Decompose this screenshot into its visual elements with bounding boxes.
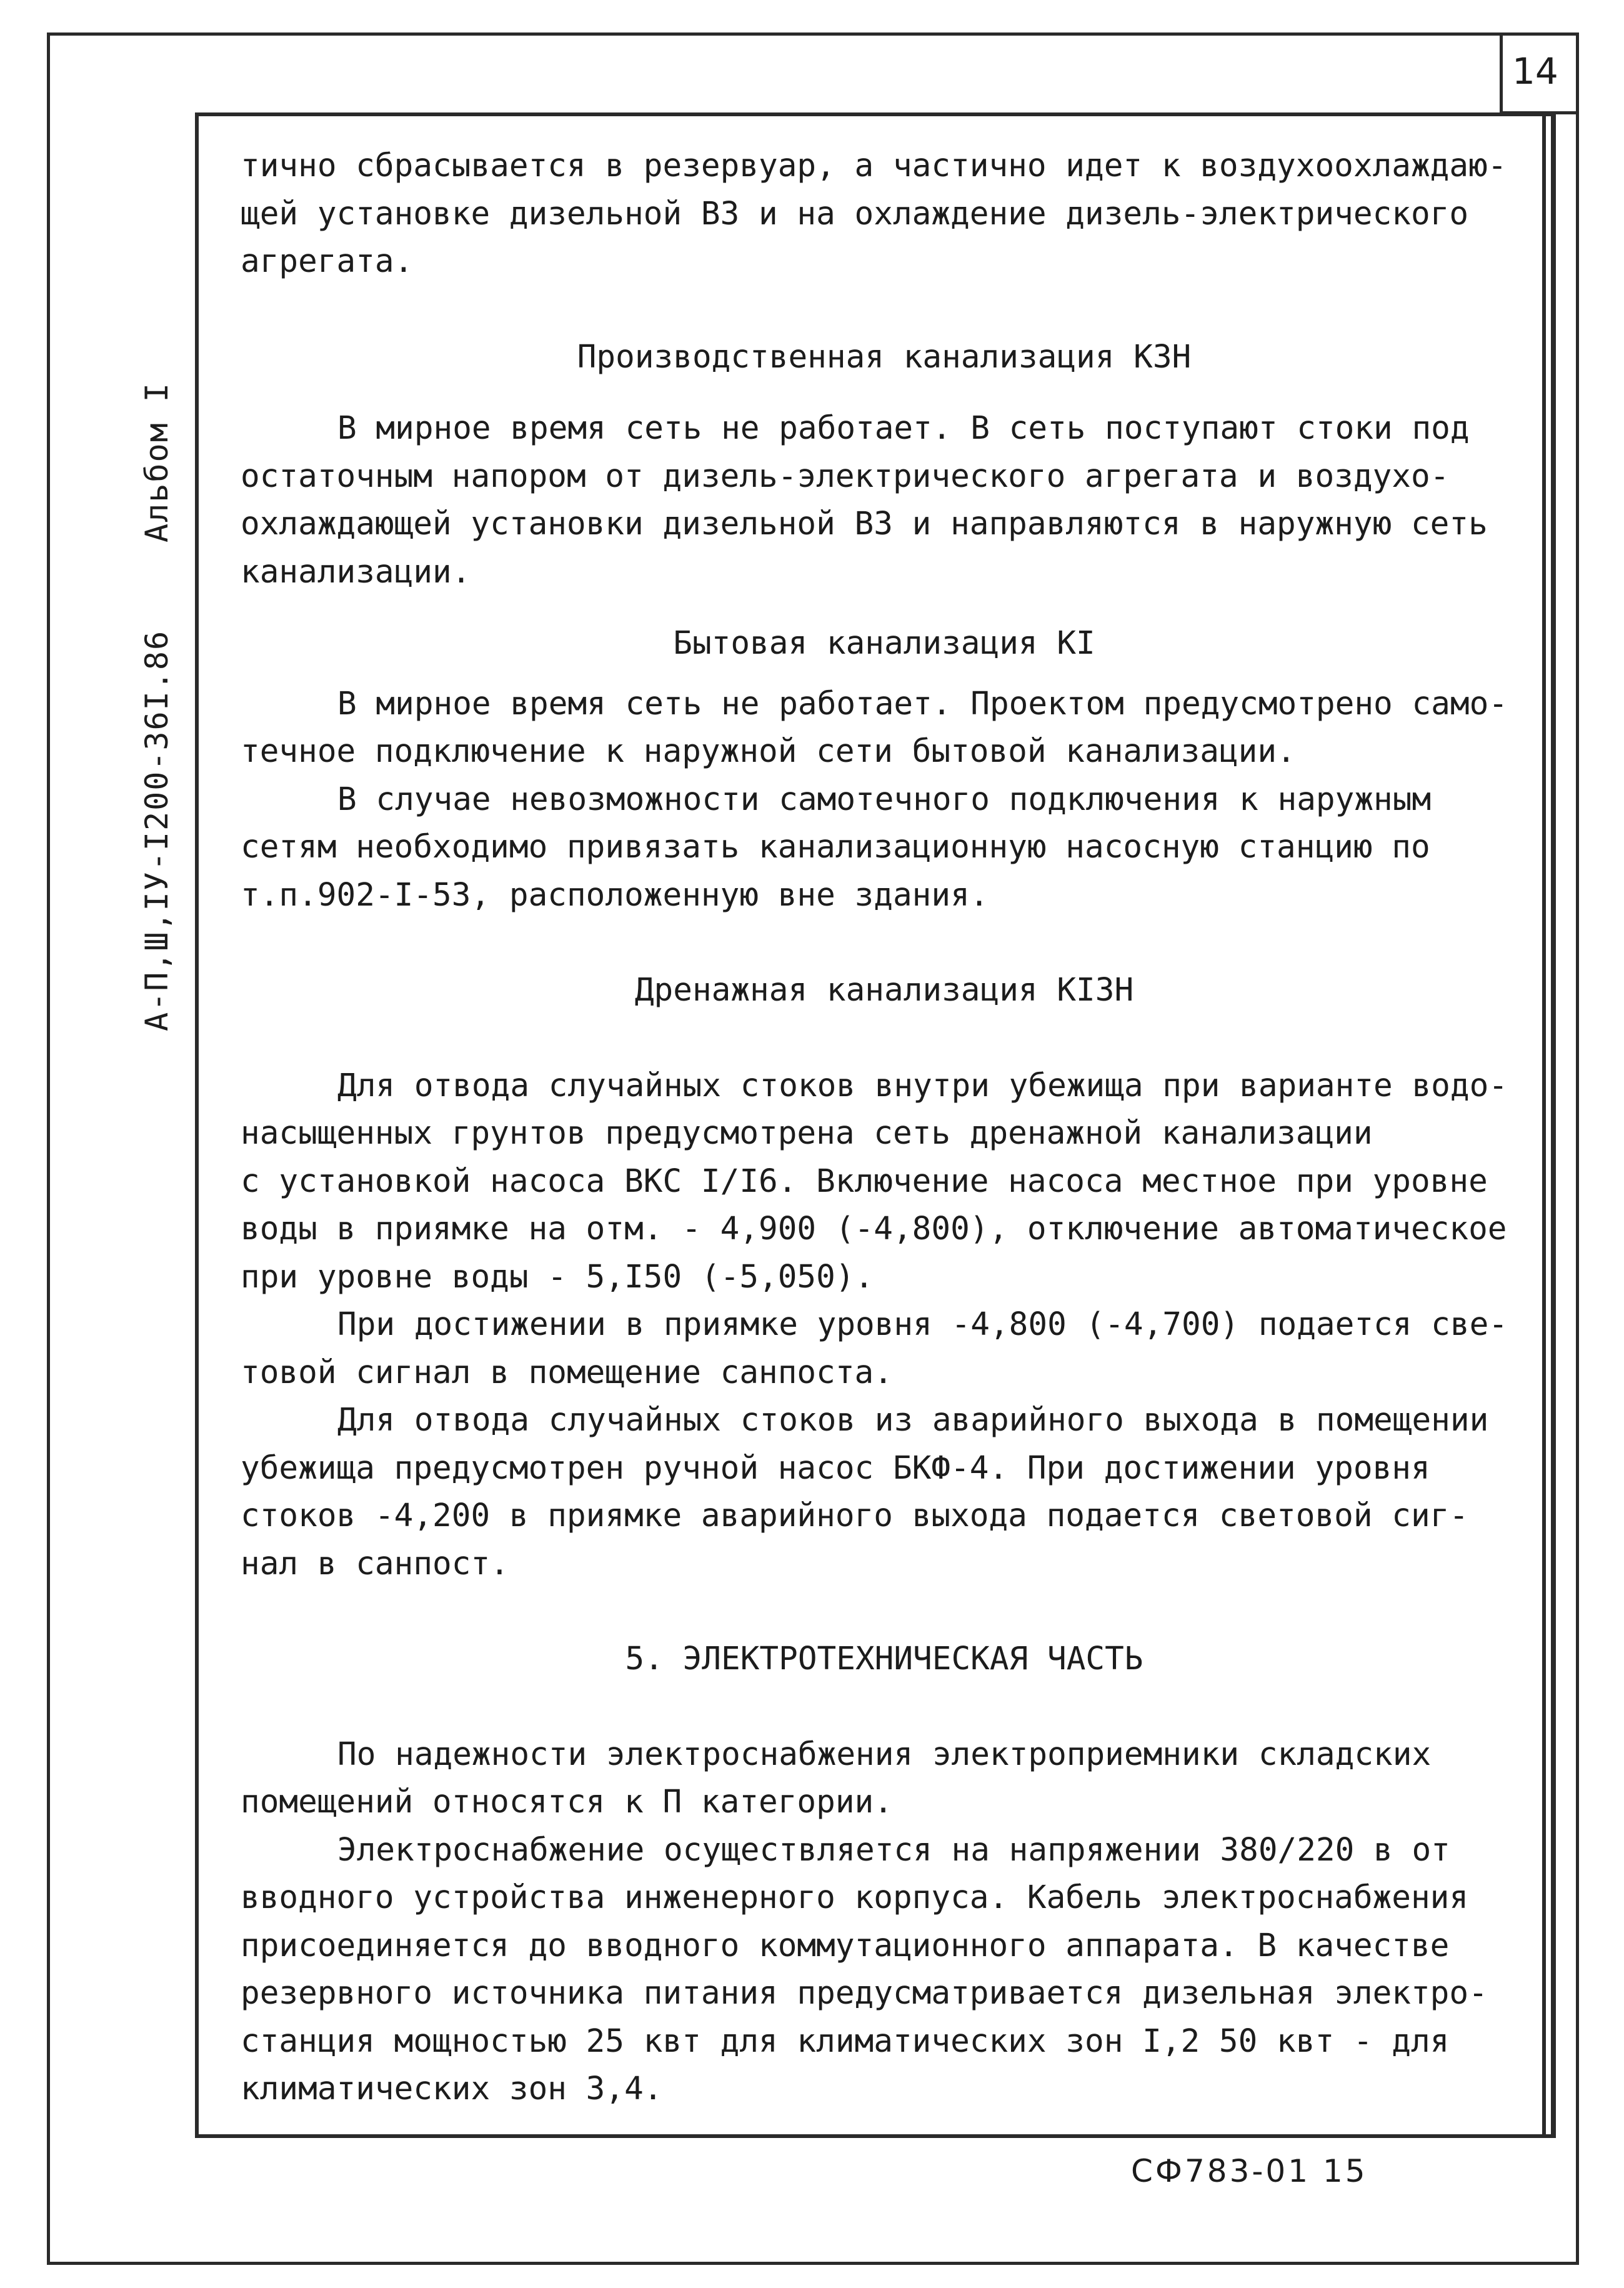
- section-heading: 5. ЭЛЕКТРОТЕХНИЧЕСКАЯ ЧАСТЬ: [625, 1641, 1143, 1677]
- text-line: вводного устройства инженерного корпуса. Кабель электроснабжения: [241, 1879, 1469, 1916]
- document-body: [241, 142, 1528, 2114]
- text-line: помещений относятся к П категории.: [241, 1784, 893, 1821]
- text-line: воды в приямке на отм. - 4,900 (-4,800), отключение автоматическое: [241, 1211, 1507, 1247]
- page-number: 14: [1512, 50, 1558, 92]
- text-line: остаточным напором от дизель-электрического агрегата и воздухо-: [241, 457, 1450, 495]
- text-line: стоков -4,200 в приямке аварийного выхода подается световой сиг-: [241, 1497, 1469, 1534]
- text-line: т.п.902-I-53, расположенную вне здания.: [241, 876, 989, 914]
- text-line: убежища предусмотрен ручной насос БКФ-4. При достижении уровня: [241, 1449, 1430, 1487]
- text-line: В мирное время сеть не работает. В сеть поступают стоки под: [337, 410, 1470, 447]
- text-line: с установкой насоса ВКС I/I6. Включение насоса местное при уровне: [241, 1162, 1488, 1200]
- border-rule: [1542, 112, 1546, 2138]
- document-code-vertical: [139, 294, 175, 1031]
- album-label: Альбом I: [139, 382, 175, 542]
- text-line: В случае невозможности самотечного подключения к наружным: [337, 781, 1432, 818]
- text-line: По надежности электроснабжения электроприемники складских: [337, 1736, 1432, 1773]
- text-line: климатических зон 3,4.: [241, 2071, 663, 2107]
- text-line: тично сбрасывается в резервуар, а частично идет к воздухоохлаждаю-: [241, 147, 1507, 184]
- text-line: агрегата.: [241, 243, 414, 280]
- section-heading: Дренажная канализация КI3Н: [634, 972, 1134, 1009]
- text-line: товой сигнал в помещение санпоста.: [241, 1354, 893, 1391]
- text-line: станция мощностью 25 квт для климатических зон I,2 50 квт - для: [241, 2022, 1450, 2060]
- text-line: при уровне воды - 5,I50 (-5,050).: [241, 1258, 874, 1296]
- text-line: нал в санпост.: [241, 1545, 509, 1582]
- section-heading: Бытовая канализация КI: [673, 625, 1095, 662]
- text-line: Электроснабжение осуществляется на напряжении 380/220 в от: [337, 1831, 1450, 1869]
- document-code: А-П,Ш,IУ-I200-36I.86: [139, 629, 175, 1031]
- text-line: насыщенных грунтов предусмотрена сеть дренажной канализации: [241, 1115, 1373, 1152]
- text-line: резервного источника питания предусматривается дизельная электро-: [241, 1975, 1488, 2012]
- text-line: присоединяется до вводного коммутационного аппарата. В качестве: [241, 1927, 1450, 1964]
- text-line: канализации.: [241, 553, 471, 591]
- section-heading: Производственная канализация КЗН: [577, 338, 1192, 376]
- archive-stamp: СФ783-01 15: [1131, 2153, 1368, 2189]
- text-line: Для отвода случайных стоков внутри убежища при варианте водо-: [337, 1067, 1508, 1104]
- text-line: течное подключение к наружной сети бытовой канализации.: [241, 733, 1296, 770]
- text-line: щей установке дизельной ВЗ и на охлаждение дизель-электрического: [241, 195, 1469, 232]
- text-line: Для отвода случайных стоков из аварийного выхода в помещении: [337, 1402, 1489, 1439]
- text-line: охлаждающей установки дизельной ВЗ и направляются в наружную сеть: [241, 506, 1488, 542]
- text-line: При достижении в приямке уровня -4,800 (-4,700) подается све-: [337, 1306, 1508, 1343]
- text-line: В мирное время сеть не работает. Проектом предусмотрено само-: [337, 685, 1508, 722]
- text-line: сетям необходимо привязать канализационную насосную станцию по: [241, 829, 1430, 866]
